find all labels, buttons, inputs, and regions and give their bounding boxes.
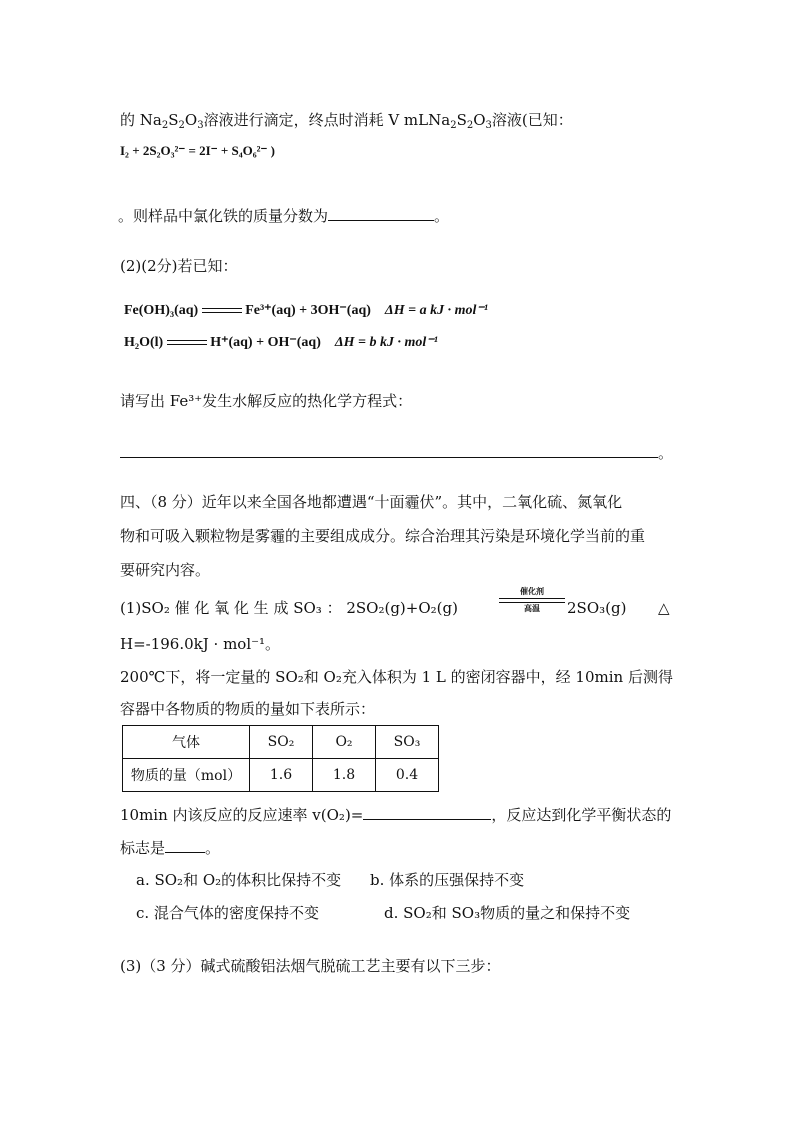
iodine-equation: I₂ + 2S₂O₃²⁻ = 2I⁻ + S₄O₆²⁻ ) (120, 143, 275, 158)
q2-answer-line: 。 (120, 441, 673, 463)
option-a: a. SO₂和 O₂的体积比保持不变 (136, 871, 342, 889)
q41-delta: △ (658, 599, 670, 617)
q3-heading: (3)（3 分）碱式硫酸铝法烟气脱硫工艺主要有以下三步： (120, 957, 501, 975)
q41-product: 2SO₃(g) (567, 599, 627, 617)
answer-blank-2[interactable] (120, 441, 658, 458)
rate-question: 10min 内该反应的反应速率 v(O₂)= ，反应达到化学平衡状态的 (120, 803, 671, 825)
line-titration: 的 $Na_2S_2O_3$溶液进行滴定，终点时消耗 V $mLNa_2S_2O_3$溶液(已知： (120, 111, 573, 131)
q41-line2: 200℃下，将一定量的 SO₂和 O₂充入体积为 1 L 的密闭容器中，经 10min 后测得 (120, 668, 673, 686)
section4-line3: 要研究内容。 (120, 561, 211, 579)
table-header-row: 气体 SO₂ O₂ SO₃ (123, 726, 439, 759)
equation-fe-oh3: Fe(OH)₃(aq) Fe³⁺(aq) + 3OH⁻(aq) ΔH = a kJ · mol⁻¹ (124, 303, 488, 318)
catalyst-arrow-icon: 催化剂 高温 (499, 586, 565, 616)
option-d: d. SO₂和 SO₃物质的量之和保持不变 (384, 904, 631, 922)
q41-line3: 容器中各物质的物质的量如下表所示： (120, 700, 376, 718)
q41-line1: (1)SO₂ 催 化 氧 化 生 成 SO₃ ： 2SO₂(g)+O₂(g) (120, 599, 458, 617)
table-row: 物质的量（mol） 1.6 1.8 0.4 (123, 759, 439, 792)
answer-blank-rate[interactable] (363, 803, 491, 820)
amount-table (122, 725, 439, 792)
equilibrium-arrow-icon (167, 337, 207, 349)
answer-blank-mark[interactable] (165, 836, 205, 853)
mark-question: 标志是 。 (120, 836, 220, 858)
option-c: c. 混合气体的密度保持不变 (136, 904, 319, 922)
section4-line2: 物和可吸入颗粒物是雾霾的主要组成成分。综合治理其污染是环境化学当前的重 (120, 527, 646, 545)
answer-blank-1[interactable] (328, 204, 434, 221)
q41-enthalpy: H=-196.0kJ · mol⁻¹。 (120, 635, 281, 653)
option-b: b. 体系的压强保持不变 (370, 871, 525, 889)
q1-mass-fraction: 。则样品中氯化铁的质量分数为 。 (118, 204, 449, 226)
section4-line1: 四、（8 分）近年以来全国各地都遭遇“十面霾伏”。其中，二氧化硫、氮氧化 (120, 493, 623, 511)
equation-water: H₂O(l) H⁺(aq) + OH⁻(aq) ΔH = b kJ · mol⁻¹ (124, 335, 438, 350)
equilibrium-arrow-icon (202, 305, 242, 317)
q2-heading: (2)(2分)若已知： (120, 257, 238, 275)
q2-ask: 请写出 Fe³⁺发生水解反应的热化学方程式： (120, 392, 413, 410)
